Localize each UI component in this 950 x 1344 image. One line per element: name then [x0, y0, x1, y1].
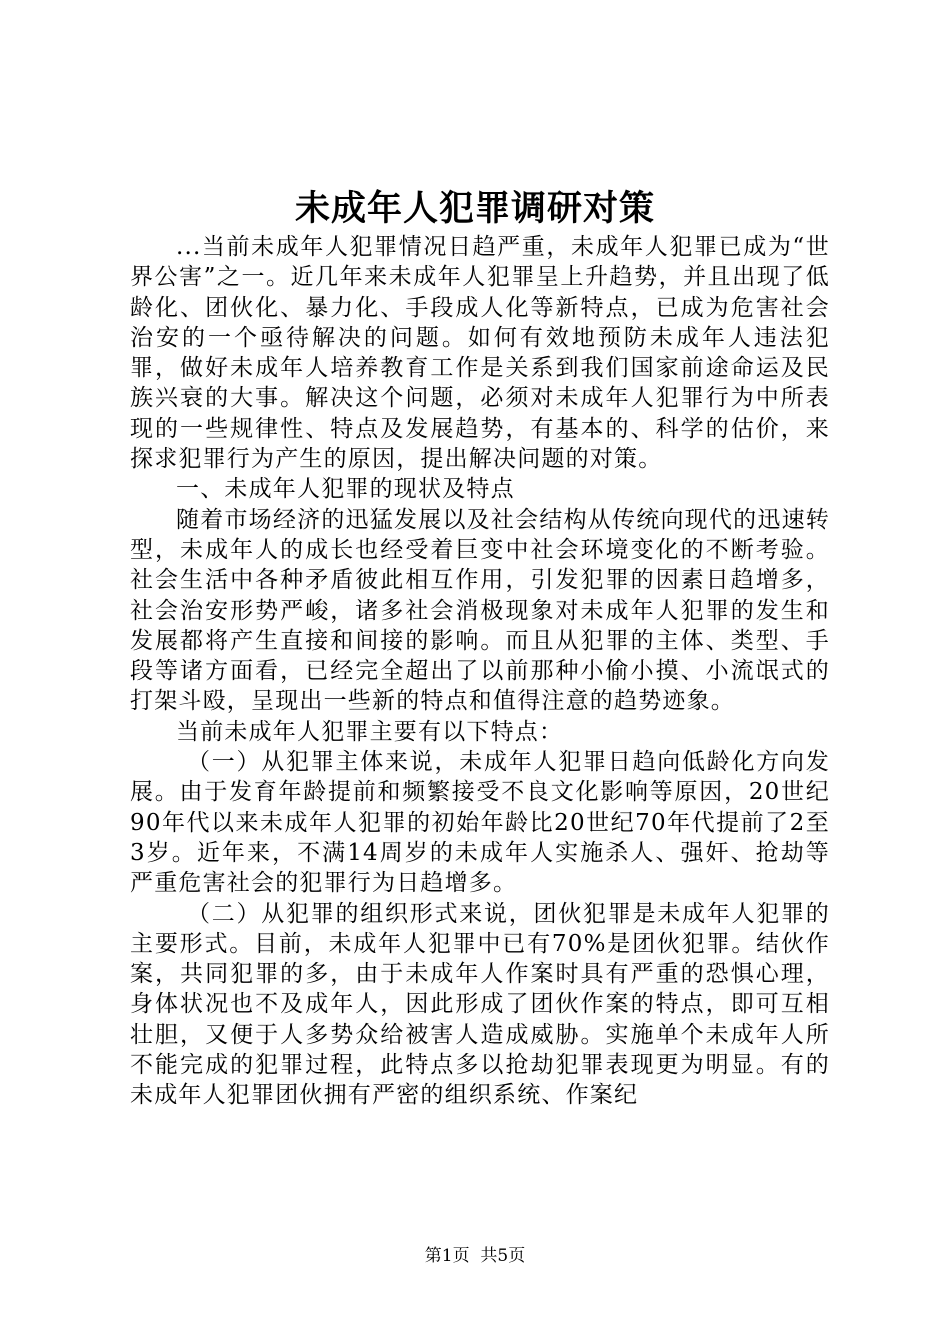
section-heading: 一、未成年人犯罪的现状及特点 [176, 476, 515, 503]
list-intro: 当前未成年人犯罪主要有以下特点： [176, 718, 564, 745]
page-total: 共5页 [480, 1246, 526, 1266]
body-paragraph: 随着市场经济的迅猛发展以及社会结构从传统向现代的迅速转型，未成年人的成长也经受着巨变中社会环境变化的不断考验。社会生活中各种矛盾彼此相互作用，引发犯罪的因素日趋增多，社会治安形势严峻，诸多社会消极现象对未成年人犯罪的发生和发展都将产生直接和间接的影响。而且从犯罪的主体、类型、手段等诸方面看，已经完全超出了以前那种小偷小摸、小流氓式的打架斗殴，呈现出一些新的特点和值得注意的趋势迹象。 [130, 506, 830, 715]
document-title: 未成年人犯罪调研对策 [294, 188, 655, 229]
feature-paragraph-1: （一）从犯罪主体来说，未成年人犯罪日趋向低龄化方向发展。由于发育年龄提前和频繁接受不良文化影响等原因，20世纪90年代以来未成年人犯罪的初始年龄比20世纪70年代提前了2至3岁。近年来，不满14周岁的未成年人实施杀人、强奸、抢劫等严重危害社会的犯罪行为日趋增多。 [130, 749, 830, 897]
page-footer [0, 1244, 950, 1268]
document-body [130, 232, 830, 1111]
page-number: 第1页 [424, 1246, 470, 1266]
intro-paragraph: ...当前未成年人犯罪情况日趋严重，未成年人犯罪已成为“世界公害”之一。近几年来未成年人犯罪呈上升趋势，并且出现了低龄化、团伙化、暴力化、手段成人化等新特点，已成为危害社会治安的一个亟待解决的问题。如何有效地预防未成年人违法犯罪，做好未成年人培养教育工作是关系到我们国家前途命运及民族兴衰的大事。解决这个问题，必须对未成年人犯罪行为中所表现的一些规律性、特点及发展趋势，有基本的、科学的估价，来探求犯罪行为产生的原因，提出解决问题的对策。 [130, 234, 830, 473]
feature-paragraph-2: （二）从犯罪的组织形式来说，团伙犯罪是未成年人犯罪的主要形式。目前，未成年人犯罪中已有70%是团伙犯罪。结伙作案，共同犯罪的多，由于未成年人作案时具有严重的恐惧心理，身体状况也不及成年人，因此形成了团伙作案的特点，即可互相壮胆，又便于人多势众给被害人造成威胁。实施单个未成年人所不能完成的犯罪过程，此特点多以抢劫犯罪表现更为明显。有的未成年人犯罪团伙拥有严密的组织系统、作案纪 [130, 900, 830, 1109]
